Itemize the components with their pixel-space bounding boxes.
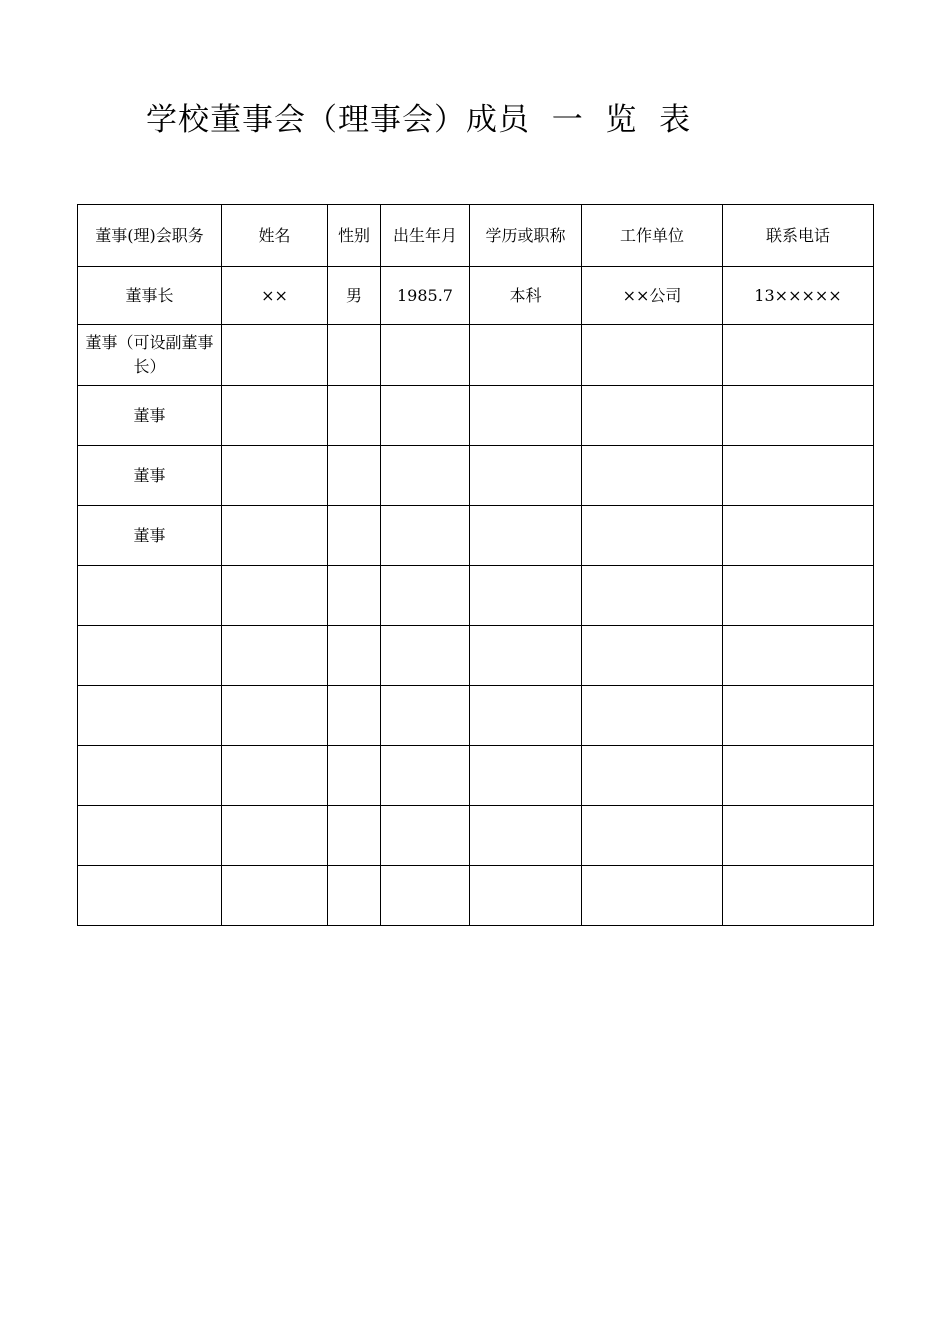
- cell-phone: [723, 566, 874, 626]
- header-education: 学历或职称: [470, 205, 582, 267]
- cell-position: [78, 566, 222, 626]
- table-row: [78, 267, 874, 325]
- table-row: [78, 626, 874, 686]
- header-row: [78, 205, 874, 267]
- cell-birth-date: [381, 746, 470, 806]
- cell-education: [470, 626, 582, 686]
- cell-employer: [582, 325, 723, 386]
- cell-name: [222, 866, 328, 926]
- cell-position: 董事: [78, 386, 222, 446]
- cell-name: [222, 506, 328, 566]
- cell-phone: 13×××××: [723, 267, 874, 325]
- table-row: [78, 866, 874, 926]
- cell-birth-date: [381, 325, 470, 386]
- cell-gender: [328, 566, 381, 626]
- cell-gender: [328, 686, 381, 746]
- cell-birth-date: [381, 506, 470, 566]
- table-row: [78, 506, 874, 566]
- cell-education: [470, 866, 582, 926]
- cell-phone: [723, 325, 874, 386]
- header-gender: 性别: [328, 205, 381, 267]
- cell-birth-date: [381, 866, 470, 926]
- cell-education: [470, 325, 582, 386]
- cell-employer: [582, 506, 723, 566]
- cell-education: [470, 506, 582, 566]
- cell-name: [222, 446, 328, 506]
- cell-employer: [582, 806, 723, 866]
- cell-position: 董事: [78, 506, 222, 566]
- cell-position: 董事: [78, 446, 222, 506]
- cell-birth-date: [381, 446, 470, 506]
- cell-position: [78, 746, 222, 806]
- cell-name: [222, 686, 328, 746]
- cell-phone: [723, 386, 874, 446]
- header-phone: 联系电话: [723, 205, 874, 267]
- cell-position: [78, 866, 222, 926]
- cell-employer: [582, 686, 723, 746]
- cell-education: [470, 686, 582, 746]
- cell-gender: [328, 325, 381, 386]
- cell-birth-date: 1985.7: [381, 267, 470, 325]
- cell-position: [78, 626, 222, 686]
- cell-gender: [328, 386, 381, 446]
- table-row: [78, 446, 874, 506]
- cell-position: [78, 686, 222, 746]
- cell-education: [470, 746, 582, 806]
- cell-employer: ××公司: [582, 267, 723, 325]
- table-row: [78, 325, 874, 386]
- cell-name: [222, 386, 328, 446]
- cell-name: [222, 566, 328, 626]
- cell-phone: [723, 866, 874, 926]
- cell-position: 董事长: [78, 267, 222, 325]
- cell-education: [470, 806, 582, 866]
- cell-education: [470, 446, 582, 506]
- cell-name: [222, 325, 328, 386]
- table-body: [78, 267, 874, 926]
- member-table: [77, 204, 874, 926]
- cell-gender: [328, 506, 381, 566]
- table-header: [78, 205, 874, 267]
- document-title: 学校董事会（理事会）成员 一 览 表: [146, 102, 692, 138]
- table-row: [78, 386, 874, 446]
- cell-gender: [328, 866, 381, 926]
- table-row: [78, 806, 874, 866]
- cell-gender: [328, 806, 381, 866]
- cell-position: 董事（可设副董事长）: [78, 325, 222, 386]
- cell-phone: [723, 506, 874, 566]
- cell-phone: [723, 686, 874, 746]
- cell-employer: [582, 566, 723, 626]
- cell-position: [78, 806, 222, 866]
- cell-phone: [723, 806, 874, 866]
- cell-gender: [328, 626, 381, 686]
- cell-employer: [582, 446, 723, 506]
- cell-employer: [582, 746, 723, 806]
- cell-education: [470, 566, 582, 626]
- cell-birth-date: [381, 806, 470, 866]
- cell-gender: 男: [328, 267, 381, 325]
- cell-phone: [723, 746, 874, 806]
- header-position: 董事(理)会职务: [78, 205, 222, 267]
- cell-birth-date: [381, 566, 470, 626]
- cell-birth-date: [381, 386, 470, 446]
- table-row: [78, 686, 874, 746]
- table-row: [78, 566, 874, 626]
- header-name: 姓名: [222, 205, 328, 267]
- table-row: [78, 746, 874, 806]
- cell-gender: [328, 446, 381, 506]
- cell-employer: [582, 866, 723, 926]
- cell-employer: [582, 386, 723, 446]
- cell-education: [470, 386, 582, 446]
- cell-name: [222, 806, 328, 866]
- cell-name: [222, 746, 328, 806]
- cell-phone: [723, 446, 874, 506]
- header-employer: 工作单位: [582, 205, 723, 267]
- cell-phone: [723, 626, 874, 686]
- cell-name: [222, 626, 328, 686]
- cell-birth-date: [381, 626, 470, 686]
- cell-education: 本科: [470, 267, 582, 325]
- cell-birth-date: [381, 686, 470, 746]
- header-birth-date: 出生年月: [381, 205, 470, 267]
- cell-name: ××: [222, 267, 328, 325]
- cell-employer: [582, 626, 723, 686]
- cell-gender: [328, 746, 381, 806]
